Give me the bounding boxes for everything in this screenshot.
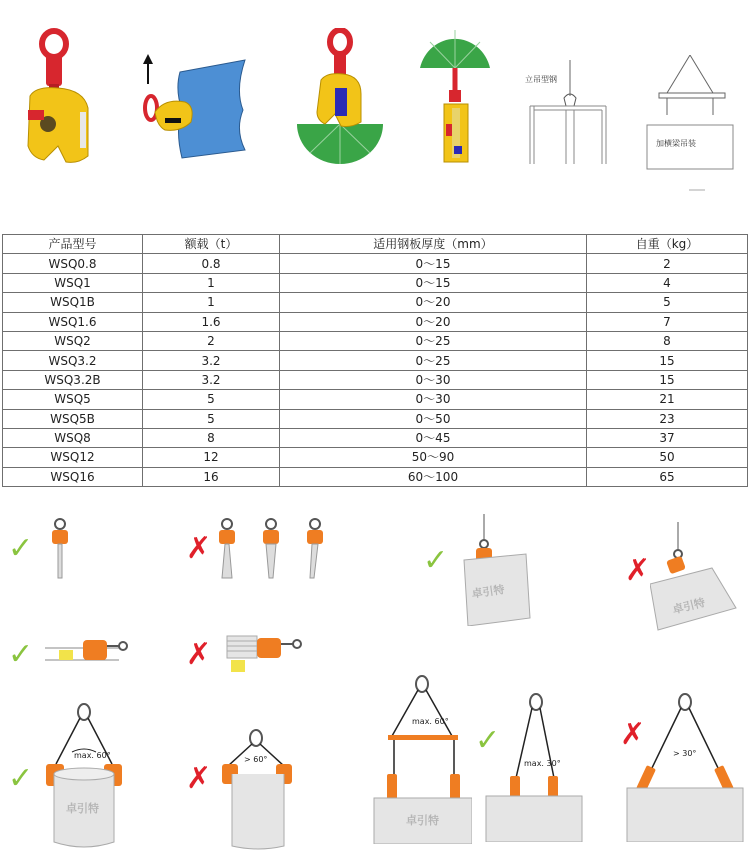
- check-mark-icon: ✓: [8, 637, 34, 672]
- cell-plate-thickness: 0～15: [280, 254, 587, 273]
- angle-label: > 30°: [673, 749, 697, 758]
- table-row: [3, 351, 748, 370]
- table-row: [3, 254, 748, 273]
- cell-self-weight: 50: [587, 448, 748, 467]
- angle-label: max. 30°: [524, 759, 561, 768]
- usage-guide: [0, 500, 750, 853]
- cell-self-weight: 23: [587, 409, 748, 428]
- cell-self-weight: 65: [587, 467, 748, 486]
- table-row: [3, 370, 748, 389]
- angle-label: max. 60°: [74, 751, 111, 760]
- stacked-plates-incorrect-diagram: [225, 632, 305, 674]
- table-row: [3, 467, 748, 486]
- clamp-photo-front: [18, 28, 100, 168]
- angle-label: max. 60°: [412, 717, 449, 726]
- check-mark-icon: ✓: [8, 531, 34, 566]
- clamp-on-plate-diagram: [135, 50, 250, 162]
- table-row: [3, 273, 748, 292]
- table-row: [3, 448, 748, 467]
- cell-self-weight: 4: [587, 273, 748, 292]
- cell-rated-load: 5: [143, 409, 280, 428]
- cell-plate-thickness: 60～100: [280, 467, 587, 486]
- plate-lift-max30-diagram: [484, 692, 584, 842]
- beam-lift-correct-diagram: [372, 674, 472, 844]
- angle-label: > 60°: [244, 755, 268, 764]
- cell-plate-thickness: 0～20: [280, 312, 587, 331]
- cell-self-weight: 15: [587, 370, 748, 389]
- watermark-text: 卓引特: [406, 814, 439, 827]
- cell-plate-thickness: 0～25: [280, 331, 587, 350]
- single-clamp-correct-diagram: [45, 518, 75, 580]
- cell-self-weight: 5: [587, 293, 748, 312]
- cell-model: WSQ1B: [3, 293, 143, 312]
- spec-table-header-row: [3, 235, 748, 254]
- cell-model: WSQ8: [3, 428, 143, 447]
- vertical-lift-caption: 立吊型钢: [525, 75, 557, 84]
- table-row: [3, 390, 748, 409]
- cell-self-weight: 8: [587, 331, 748, 350]
- swivel-range-diagram-lower: [295, 28, 385, 168]
- bundle-lift-incorrect-diagram: [220, 728, 300, 852]
- cross-mark-icon: ✗: [186, 761, 212, 796]
- cell-model: WSQ1.6: [3, 312, 143, 331]
- cell-self-weight: 21: [587, 390, 748, 409]
- watermark-text: 卓引特: [470, 583, 506, 601]
- cell-model: WSQ2: [3, 331, 143, 350]
- table-row: [3, 312, 748, 331]
- cell-rated-load: 12: [143, 448, 280, 467]
- cell-self-weight: 37: [587, 428, 748, 447]
- cell-rated-load: 1.6: [143, 312, 280, 331]
- cell-rated-load: 0.8: [143, 254, 280, 273]
- cell-plate-thickness: 0～45: [280, 428, 587, 447]
- cell-rated-load: 2: [143, 331, 280, 350]
- table-row: [3, 293, 748, 312]
- cell-model: WSQ0.8: [3, 254, 143, 273]
- bundle-lift-correct-diagram: [42, 702, 132, 852]
- cell-self-weight: 7: [587, 312, 748, 331]
- cell-model: WSQ16: [3, 467, 143, 486]
- beam-lift-drawing: [645, 55, 735, 200]
- table-row: [3, 428, 748, 447]
- cell-self-weight: 15: [587, 351, 748, 370]
- cell-plate-thickness: 0～20: [280, 293, 587, 312]
- cross-mark-icon: ✗: [186, 531, 212, 566]
- check-mark-icon: ✓: [423, 543, 449, 578]
- plate-hang-correct-diagram: [462, 514, 532, 626]
- cell-plate-thickness: 0～50: [280, 409, 587, 428]
- cell-plate-thickness: 0～30: [280, 390, 587, 409]
- cross-mark-icon: ✗: [620, 717, 646, 752]
- header-rated-load: 额载（t）: [143, 235, 280, 254]
- cell-plate-thickness: 50～90: [280, 448, 587, 467]
- product-images-strip: [0, 0, 750, 225]
- watermark-text: 卓引特: [671, 596, 707, 617]
- cell-rated-load: 3.2: [143, 351, 280, 370]
- swivel-range-diagram-upper: [418, 28, 493, 168]
- horizontal-lift-correct-diagram: [45, 632, 130, 670]
- plate-lift-over30-diagram: [625, 692, 745, 842]
- cell-model: WSQ12: [3, 448, 143, 467]
- cell-rated-load: 16: [143, 467, 280, 486]
- cell-model: WSQ5: [3, 390, 143, 409]
- cell-rated-load: 3.2: [143, 370, 280, 389]
- check-mark-icon: ✓: [8, 761, 34, 796]
- cell-model: WSQ5B: [3, 409, 143, 428]
- cell-rated-load: 1: [143, 273, 280, 292]
- beam-lift-diagram: [645, 55, 735, 200]
- cell-plate-thickness: 0～25: [280, 351, 587, 370]
- multi-clamp-incorrect-diagram: [212, 518, 332, 580]
- table-row: [3, 331, 748, 350]
- header-model: 产品型号: [3, 235, 143, 254]
- beam-lift-caption: 加横梁吊装: [656, 139, 696, 148]
- spec-table: [2, 234, 748, 487]
- cross-mark-icon: ✗: [625, 553, 651, 588]
- cell-self-weight: 2: [587, 254, 748, 273]
- cell-model: WSQ3.2: [3, 351, 143, 370]
- cell-plate-thickness: 0～15: [280, 273, 587, 292]
- cell-model: WSQ1: [3, 273, 143, 292]
- watermark-text: 卓引特: [66, 802, 99, 815]
- header-plate-thickness: 适用钢板厚度（mm）: [280, 235, 587, 254]
- cell-plate-thickness: 0～30: [280, 370, 587, 389]
- cell-model: WSQ3.2B: [3, 370, 143, 389]
- cell-rated-load: 8: [143, 428, 280, 447]
- cell-rated-load: 5: [143, 390, 280, 409]
- header-self-weight: 自重（kg）: [587, 235, 748, 254]
- table-row: [3, 409, 748, 428]
- plate-tilted-incorrect-diagram: [650, 522, 740, 632]
- vertical-steel-lift-diagram: [520, 60, 615, 170]
- check-mark-icon: ✓: [475, 723, 501, 758]
- spec-table-body: [3, 254, 748, 487]
- cross-mark-icon: ✗: [186, 637, 212, 672]
- cell-rated-load: 1: [143, 293, 280, 312]
